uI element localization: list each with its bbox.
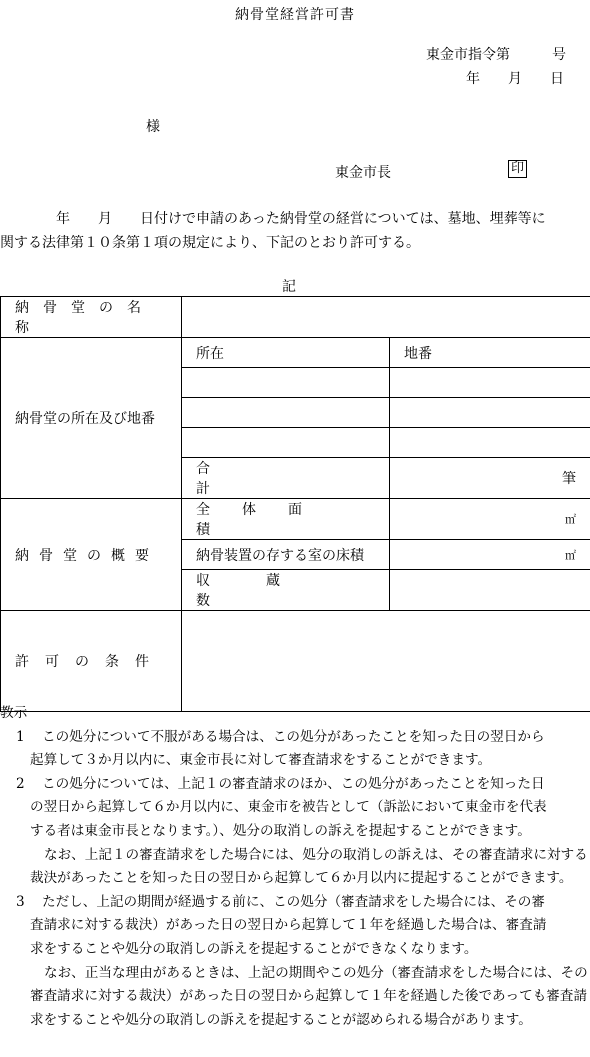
floor-label: 納骨装置の存する室の床積 (196, 547, 364, 564)
name-label-cell (1, 297, 182, 338)
issue-date: 年 月 日 (466, 71, 564, 87)
total-unit: 筆 (562, 471, 576, 487)
location-lot-3[interactable] (390, 428, 590, 458)
location-label: 納骨堂の所在及び地番 (15, 411, 155, 427)
permit-number: 東金市指令第 号 (426, 47, 566, 63)
instruction-2-line-3: する者は東金市長となります。）、処分の取消しの訴えを提起することができます。 (30, 822, 531, 839)
seal-mark (508, 160, 527, 178)
capacity-label: 収蔵数 (196, 573, 336, 609)
instruction-1 (0, 726, 590, 750)
area-unit: ㎡ (565, 513, 576, 526)
overview-label-cell (1, 499, 182, 611)
instruction-2-line-1: この処分については、上記１の審査請求のほか、この処分があったことを知った日 (42, 775, 545, 792)
location-header-place (182, 338, 390, 368)
location-place-2[interactable] (182, 398, 390, 428)
total-unit-cell[interactable] (390, 458, 590, 499)
instructions-heading: 教示 (0, 705, 28, 721)
floor-label-cell (182, 540, 390, 570)
instruction-2 (0, 773, 590, 797)
name-label (1, 297, 181, 337)
instruction-2-paragraph: なお、上記１の審査請求をした場合には、処分の取消しの訴えは、その審査請求に対する裁決があったことを知った日の翌日から起算して６か月以内に提起することができます。 (30, 846, 588, 887)
area-unit-cell[interactable] (390, 499, 590, 540)
instructions-section (0, 702, 590, 1032)
location-place-3[interactable] (182, 428, 390, 458)
area-row (1, 499, 590, 540)
addressee-suffix: 様 (146, 119, 160, 135)
capacity-label-cell (182, 570, 390, 611)
place-header (182, 343, 389, 363)
location-lot-2[interactable] (390, 398, 590, 428)
ki-heading: 記 (282, 279, 296, 295)
capacity-value-cell[interactable] (390, 570, 590, 611)
total-label-cell (182, 458, 390, 499)
instruction-3-paragraph: なお、正当な理由があるときは、上記の期間やこの処分（審査請求をした場合には、その審査請求に対する裁決）があった日の翌日から起算して１年を経過した後であっても審査請求をすることや処分の取消しの訴えを提起することが認められる場合があります。 (30, 964, 588, 1028)
lot-header (390, 343, 590, 363)
location-label-cell (1, 338, 182, 499)
instruction-3-line-2: 査請求に対する裁決）があった日の翌日から起算して１年を経過した場合は、審査請 (30, 917, 547, 934)
name-row (1, 297, 590, 338)
body-line-1: 年 月 日付けで申請のあった納骨堂の経営については、墓地、埋葬等に (0, 211, 546, 227)
place-header-1: 所在 (196, 345, 224, 362)
instruction-2-line-2: の翌日から起算して６か月以内に、東金市を被告として（訴訟において東金市を代表 (30, 799, 547, 816)
floor-unit: ㎡ (565, 548, 576, 562)
conditions-label-cell (1, 611, 182, 712)
instruction-1-line-2: 起算して３か月以内に、東金市長に対して審査請求をすることができます。 (30, 752, 492, 769)
total-label: 合計 (196, 461, 310, 497)
instruction-2-number: 2 (16, 775, 25, 792)
lot-header-text: 地番 (404, 345, 432, 362)
location-place-1[interactable] (182, 368, 390, 398)
issuer-name: 東金市長 (335, 165, 391, 181)
location-lot-1[interactable] (390, 368, 590, 398)
instruction-3 (0, 891, 590, 915)
location-header-row (1, 338, 590, 368)
seal-box: 印 (508, 160, 527, 178)
conditions-row (1, 611, 590, 712)
area-label-cell (182, 499, 390, 540)
instruction-3-line-3: 求をすることや処分の取消しの訴えを提起することができなくなります。 (30, 940, 478, 957)
conditions-label: 許可の条件 (15, 654, 165, 670)
name-value-cell[interactable] (182, 297, 590, 338)
area-label: 全体面積 (196, 502, 334, 538)
instruction-3-number: 3 (16, 893, 25, 910)
location-header-lot (390, 338, 590, 368)
body-line-2: 関する法律第１０条第１項の規定により、下記のとおり許可する。 (0, 235, 420, 251)
name-label-text: 納骨堂の名称 (15, 300, 155, 336)
instruction-3-line-1: ただし、上記の期間が経過する前に、この処分（審査請求をした場合には、その審 (42, 893, 545, 910)
document-title: 納骨堂経営許可書 (235, 7, 355, 23)
instruction-1-number: 1 (16, 728, 25, 745)
instruction-1-line-1: この処分について不服がある場合は、この処分があったことを知った日の翌日から (42, 728, 545, 745)
permit-table (0, 296, 590, 712)
conditions-value-cell[interactable] (182, 611, 590, 712)
overview-label: 納骨堂の概要 (15, 547, 159, 564)
floor-unit-cell[interactable] (390, 540, 590, 570)
